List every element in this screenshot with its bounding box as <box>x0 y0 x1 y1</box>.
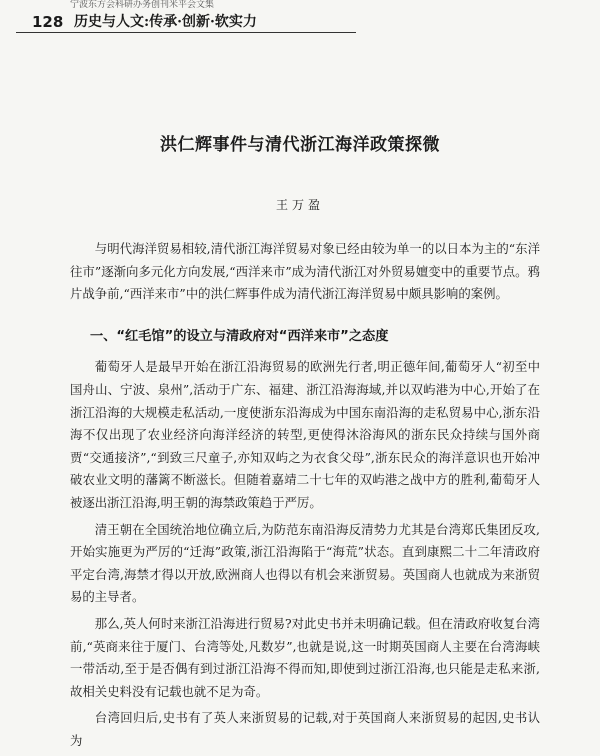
article-title: 洪仁辉事件与清代浙江海洋政策探微 <box>160 135 440 155</box>
page-number: 128 <box>32 13 64 31</box>
section-heading: 一、“红毛馆”的设立与清政府对“西洋来市”之态度 <box>90 328 389 344</box>
body-paragraph: 台湾回归后,史书有了英人来浙贸易的记载,对于英国商人来浙贸易的起因,史书认为 <box>70 710 540 748</box>
article-body <box>70 238 540 756</box>
abstract-paragraph: 与明代海洋贸易相较,清代浙江海洋贸易对象已经由较为单一的以日本为主的“东洋往市”逐渐向多元化方向发展,“西洋来市”成为清代浙江对外贸易嬗变中的重要节点。鸦片战争前,“西洋来市”中的洪仁辉事件成为清代浙江海洋贸易中颇具影响的案例。 <box>70 241 540 302</box>
body-paragraph: 那么,英人何时来浙江沿海进行贸易?对此史书并未明确记载。但在清政府收复台湾前,“英商来往于厦门、台湾等处,凡数岁”,也就是说,这一时期英国商人主要在台湾海峡一带活动,至于是否偶有到过浙江沿海不得而知,即使到过浙江沿海,也只能是走私来浙,故相关史料没有记载也就不足为奇。 <box>70 615 540 699</box>
body-paragraph: 清王朝在全国统治地位确立后,为防范东南沿海反清势力尤其是台湾郑氏集团反攻,开始实施更为严厉的“迁海”政策,浙江沿海陷于“海荒”状态。直到康熙二十二年清政府平定台湾,海禁才得以开放,欧洲商人也得以有机会来浙贸易。英国商人也就成为来浙贸易的主导者。 <box>70 521 540 605</box>
article-author: 王万盈 <box>275 198 324 212</box>
body-paragraph: 葡萄牙人是最早开始在浙江沿海贸易的欧洲先行者,明正德年间,葡萄牙人“初至中国舟山、宁波、泉州”,活动于广东、福建、浙江沿海海域,并以双屿港为中心,开始了在浙江沿海的大规模走私活动,一度使浙东沿海成为中国东南沿海的走私贸易中心,浙东沿海不仅出现了农业经济向海洋经济的转型,更使得沐浴海风的浙东民众持续与国外商贾“交通接济”,“到致三尺童子,亦知双屿之为衣食父母”,浙东民众的海洋意识也开始冲破农业文明的藩篱不断滋长。但随着嘉靖二十七年的双屿港之战中方的胜利,葡萄牙人被逐出浙江沿海,明王朝的海禁政策趋于严厉。 <box>70 359 540 510</box>
top-margin-note: 宁波东方会科研办务创刊米平会文集 <box>70 0 215 10</box>
running-title: 历史与人文:传承·创新·软实力 <box>74 14 257 30</box>
running-header <box>16 12 356 33</box>
